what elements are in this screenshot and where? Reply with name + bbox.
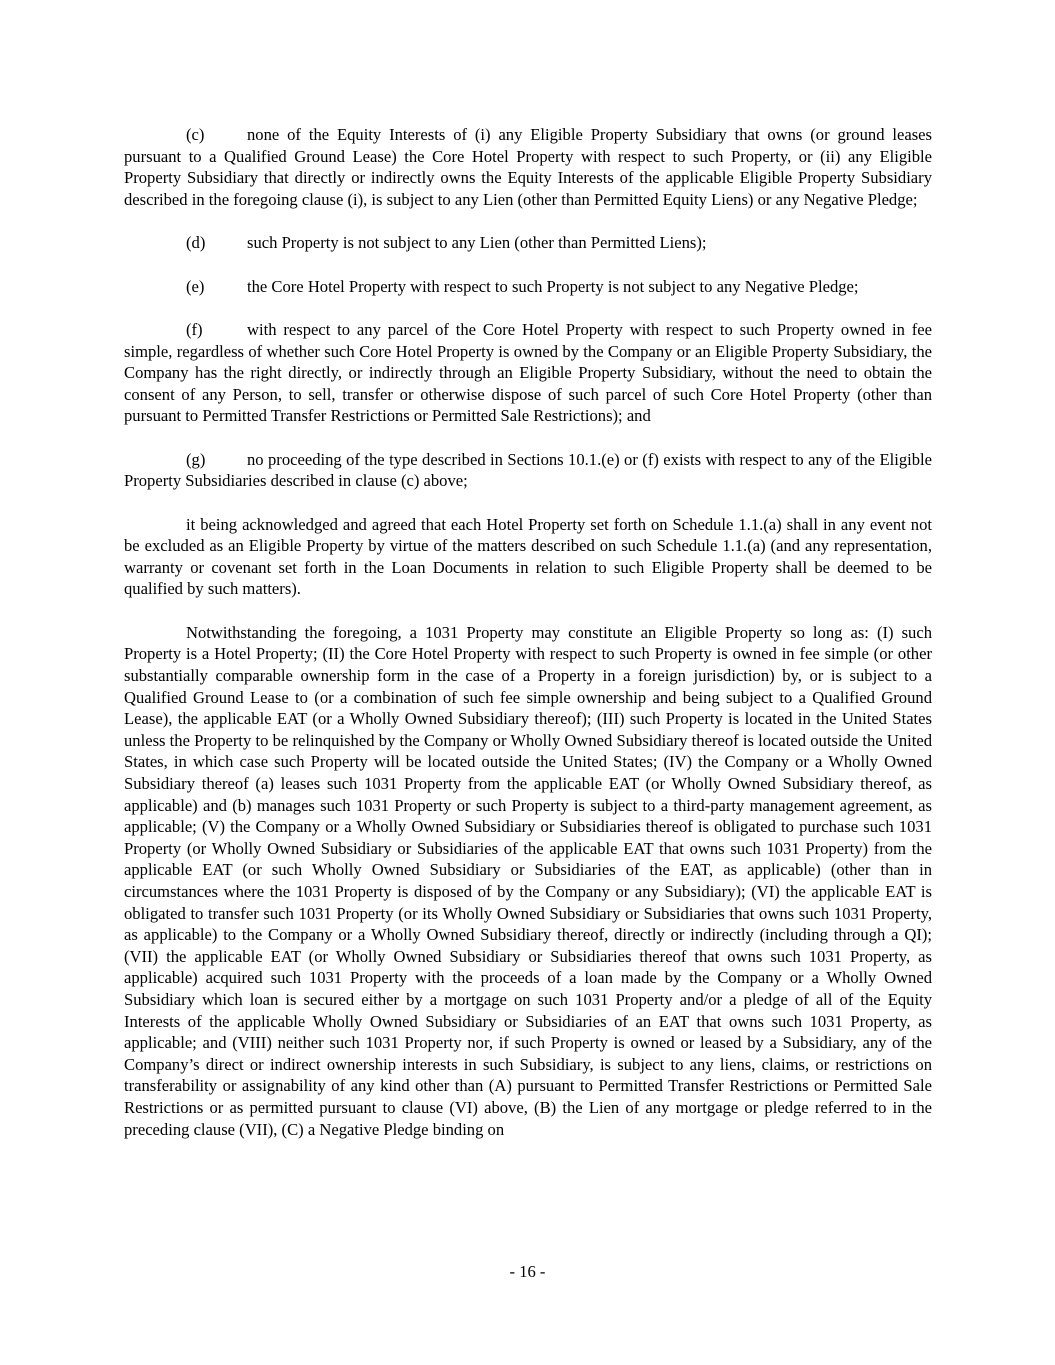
clause-text: with respect to any parcel of the Core Hotel Property with respect to such Property owned in fee simple, regardless of whether such Core Hotel Property is owned by the Company or an Eligible Property Subsidiary, the Company has the right directly, or indirectly through an Eligible Property Subsidiary, without the need to obtain the consent of any Person, to sell, transfer or otherwise dispose of such parcel of such Core Hotel Property (other than pursuant to Permitted Transfer Restrictions or Permitted Sale Restrictions); and <box>124 319 932 426</box>
document-body <box>124 124 932 1140</box>
acknowledgement-paragraph: it being acknowledged and agreed that each Hotel Property set forth on Schedule 1.1.(a) shall in any event not be excluded as an Eligible Property by virtue of the matters described on such Schedule 1.1.(a) (and any representation, warranty or covenant set forth in the Loan Documents in relation to such Eligible Property shall be deemed to be qualified by such matters). <box>124 514 932 599</box>
clause-g <box>124 449 932 492</box>
clause-label: (c) <box>186 125 205 144</box>
page-number: - 16 - <box>509 1262 546 1281</box>
clause-f <box>124 319 932 427</box>
clause-label: (f) <box>186 319 203 339</box>
clause-label: (g) <box>186 449 206 469</box>
clause-text: no proceeding of the type described in Sections 10.1.(e) or (f) exists with respect to any of the Eligible Property Subsidiaries described in clause (c) above; <box>124 449 932 491</box>
notwithstanding-paragraph: Notwithstanding the foregoing, a 1031 Property may constitute an Eligible Property so long as: (I) such Property is a Hotel Property; (II) the Core Hotel Property with respect to such Property is owned in fee simple (or other substantially comparable ownership form in the case of a Property in a foreign jurisdiction) by, or is subject to a Qualified Ground Lease to (or a combination of such fee simple ownership and being subject to a Qualified Ground Lease), the applicable EAT (or a Wholly Owned Subsidiary thereof); (III) such Property is located in the United States unless the Property to be relinquished by the Company or Wholly Owned Subsidiary thereof is located outside the United States, in which case such Property will be located outside the United States; (IV) the Company or a Wholly Owned Subsidiary thereof (a) leases such 1031 Property from the applicable EAT (or Wholly Owned Subsidiary thereof, as applicable) and (b) manages such 1031 Property or such Property is subject to a third-party management agreement, as applicable; (V) the Company or a Wholly Owned Subsidiary or Subsidiaries thereof is obligated to purchase such 1031 Property (or Wholly Owned Subsidiary or Subsidiaries of the applicable EAT that owns such 1031 Property) from the applicable EAT (or such Wholly Owned Subsidiary or Subsidiaries of the EAT, as applicable) (other than in circumstances where the 1031 Property is disposed of by the Company or any Subsidiary); (VI) the applicable EAT is obligated to transfer such 1031 Property (or its Wholly Owned Subsidiary or Subsidiaries that owns such 1031 Property, as applicable) to the Company or a Wholly Owned Subsidiary thereof, directly or indirectly (including through a QI); (VII) the applicable EAT (or Wholly Owned Subsidiary or Subsidiaries thereof that owns such 1031 Property, as applicable) acquired such 1031 Property with the proceeds of a loan made by the Company or a Wholly Owned Subsidiary which loan is secured either by a mortgage on such 1031 Property and/or a pledge of all of the Equity Interests of the applicable Wholly Owned Subsidiary or Subsidiaries of an EAT that owns such 1031 Property, as applicable; and (VIII) neither such 1031 Property nor, if such Property is owned or leased by a Subsidiary, any of the Company’s direct or indirect ownership interests in such Subsidiary, is subject to any liens, claims, or restrictions on transferability or assignability of any kind other than (A) pursuant to Permitted Transfer Restrictions or Permitted Sale Restrictions or as permitted pursuant to clause (VI) above, (B) the Lien of any mortgage or pledge referred to in the preceding clause (VII), (C) a Negative Pledge binding on <box>124 622 932 1139</box>
clause-label: (e) <box>186 276 205 296</box>
clause-e <box>124 276 932 298</box>
clause-d <box>124 232 932 254</box>
clause-label: (d) <box>186 233 206 253</box>
clause-text: the Core Hotel Property with respect to such Property is not subject to any Negative Pledge; <box>247 276 859 296</box>
clause-c <box>124 124 932 210</box>
clause-text: such Property is not subject to any Lien (other than Permitted Liens); <box>247 233 707 253</box>
clause-text: none of the Equity Interests of (i) any Eligible Property Subsidiary that owns (or ground leases pursuant to a Qualified Ground Lease) the Core Hotel Property with respect to such Property, or (ii) any Eligible Property Subsidiary that directly or indirectly owns the Equity Interests of the applicable Eligible Property Subsidiary described in the foregoing clause (i), is subject to any Lien (other than Permitted Equity Liens) or any Negative Pledge; <box>124 125 932 209</box>
